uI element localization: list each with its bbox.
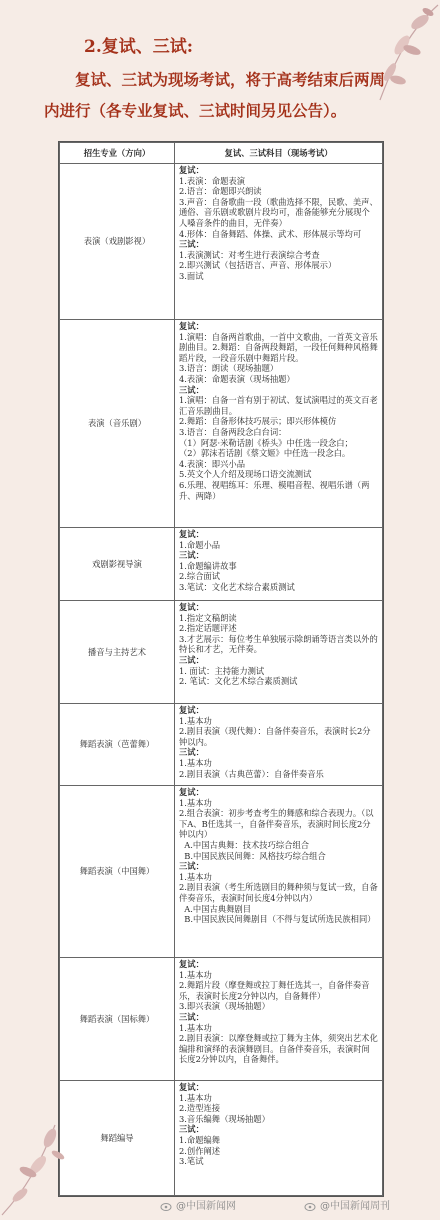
subject-line: 3.面试 <box>179 270 204 281</box>
major-cell: 戏剧影视导演 <box>60 528 175 601</box>
subject-line: 2.剧目表演（考生所选剧目的舞种须与复试一致，自备伴奏音乐，表演时间长度4分钟以内） <box>179 882 378 903</box>
subject-line: 2.舞蹈：自备形体技巧展示；即兴形体模仿 <box>179 416 337 427</box>
subject-line: 2.指定话题评述 <box>179 623 237 634</box>
subject-line: 1.基本功 <box>179 1092 212 1103</box>
subject-line: 复试： <box>179 602 204 612</box>
table-body <box>60 164 383 1196</box>
major-cell: 舞蹈表演（国标舞） <box>60 958 175 1081</box>
subject-line: 1.演唱：自备一首有别于初试、复试演唱过的英文百老汇音乐剧曲目。 <box>179 395 378 416</box>
table-row <box>60 601 383 704</box>
subject-line: 1.命题编讲故事 <box>179 560 237 571</box>
subjects-cell <box>175 958 383 1081</box>
watermark-text-right: @中国新闻周刊 <box>320 1201 390 1212</box>
subject-line: 1.基本功 <box>179 715 212 726</box>
subject-line: A.中国古典舞剧目 <box>179 903 251 914</box>
subject-line: 3.语言：自备两段念白台词： <box>179 426 287 437</box>
subject-line: 三试： <box>179 747 204 758</box>
watermark-newsweek <box>304 1197 390 1212</box>
subject-line: （2）郭沫若话剧《蔡文姬》中任选一段念白。 <box>179 448 351 459</box>
subject-line: 4.表演：即兴小品 <box>179 458 245 469</box>
watermark-text-left: @中国新闻网 <box>176 1201 236 1212</box>
subject-line: 2.剧目表演（现代舞）：自备伴奏音乐，表演时长2分钟以内。 <box>179 726 371 747</box>
subject-line: 2.创作阐述 <box>179 1145 221 1156</box>
subject-line: 2.语言：命题即兴朗读 <box>179 186 262 197</box>
subject-line: 2.剧目表演（古典芭蕾）：自备伴奏音乐 <box>179 768 324 779</box>
subject-line: 三试： <box>179 384 204 395</box>
subject-line: 复试： <box>179 959 204 969</box>
subject-line: 1.命题小品 <box>179 539 221 550</box>
subjects-cell <box>175 528 383 601</box>
subject-line: 1. 面试：主持能力测试 <box>179 665 265 676</box>
subject-line: 2.剧目表演：以摩登舞或拉丁舞为主体，须突出艺术化编排和演绎的表演舞剧目。自备伴奏音乐，表演时间长度2分钟以内，自备舞伴。 <box>179 1033 378 1065</box>
subject-line: 1.基本功 <box>179 969 212 980</box>
subject-line: 复试： <box>179 1082 204 1092</box>
subject-line: 3.笔试：文化艺术综合素质测试 <box>179 581 295 592</box>
table-row <box>60 164 383 320</box>
subject-line: 6.乐理、视唱练耳：乐理、模唱音程、视唱乐谱（两升、两降） <box>179 479 370 501</box>
major-cell: 表演（音乐剧） <box>60 320 175 528</box>
subjects-cell <box>175 786 383 958</box>
floral-decoration-bottom <box>0 1110 90 1220</box>
exam-subjects-table <box>58 141 384 1197</box>
weibo-icon <box>304 1201 318 1211</box>
weibo-icon <box>160 1201 174 1211</box>
subject-line: 三试： <box>179 239 204 250</box>
subject-line: 1.基本功 <box>179 757 212 768</box>
subject-line: 3.声音：自备歌曲一段（歌曲选择不限，民歌、美声、通俗、音乐剧或歌剧片段均可，准备能够充分展现个人嗓音条件的曲目，无伴奏） <box>179 196 378 228</box>
subject-line: 3.语言：朗读（现场抽题） <box>179 363 279 374</box>
subject-line: 复试： <box>179 705 204 715</box>
section-heading: 2.复试、三试: <box>84 37 194 57</box>
table-row <box>60 1081 383 1196</box>
subject-line: 2.综合面试 <box>179 571 221 582</box>
subject-line: 1.基本功 <box>179 1022 212 1033</box>
subject-line: 3.才艺展示：每位考生单独展示除朗诵等语言类以外的特长和才艺，无伴奏。 <box>179 633 378 655</box>
subject-line: 三试： <box>179 654 204 665</box>
major-cell: 舞蹈编导 <box>60 1081 175 1196</box>
intro-paragraph: 复试、三试为现场考试，将于高考结束后两周内进行（各专业复试、三试时间另见公告）。 <box>44 70 386 120</box>
subject-line: 3.即兴表演（现场抽题） <box>179 1001 270 1012</box>
major-cell: 舞蹈表演（中国舞） <box>60 786 175 958</box>
subjects-cell <box>175 704 383 786</box>
subject-line: 3.笔试 <box>179 1156 204 1167</box>
major-cell: 舞蹈表演（芭蕾舞） <box>60 704 175 786</box>
major-cell: 表演（戏剧影视） <box>60 164 175 320</box>
header-subjects: 复试、三试科目（现场考试） <box>175 143 383 164</box>
table-row <box>60 320 383 528</box>
subject-line: 3.音乐编舞（现场抽题） <box>179 1113 270 1124</box>
subjects-cell <box>175 164 383 320</box>
subject-line: 三试： <box>179 861 204 872</box>
subject-line: 复试： <box>179 165 204 175</box>
subject-line: 复试： <box>179 529 204 539</box>
subject-line: 1.基本功 <box>179 797 212 808</box>
subjects-cell <box>175 320 383 528</box>
subject-line: 4.表演：命题表演（现场抽题） <box>179 373 295 384</box>
subjects-cell <box>175 601 383 704</box>
major-cell: 播音与主持艺术 <box>60 601 175 704</box>
subject-line: B.中国民族民间舞：风格技巧综合组合 <box>179 850 326 861</box>
table-header-row <box>60 143 383 164</box>
watermark-chinanews <box>160 1197 236 1212</box>
subject-line: 复试： <box>179 787 204 797</box>
subject-line: 三试： <box>179 1011 204 1022</box>
subject-line: B.中国民族民间舞剧目（不得与复试所选民族相同） <box>179 914 376 925</box>
subject-line: 4.形体：自备舞蹈、体操、武术、形体展示等均可 <box>179 228 362 239</box>
subjects-cell <box>175 1081 383 1196</box>
table-row <box>60 786 383 958</box>
subject-line: 1.指定文稿朗读 <box>179 612 237 623</box>
table-row <box>60 958 383 1081</box>
subject-line: A.中国古典舞：技术技巧综合组合 <box>179 839 310 850</box>
subject-line: 2.舞蹈片段（摩登舞或拉丁舞任选其一，自备伴奏音乐，表演时长度2分钟以内，自备舞伴） <box>179 980 370 1001</box>
table-row <box>60 528 383 601</box>
subject-line: 复试： <box>179 321 204 331</box>
subject-line: 1.表演测试：对考生进行表演综合考查 <box>179 249 320 260</box>
subject-line: 三试： <box>179 1124 204 1135</box>
subject-line: 2.组合表演：初步考查考生的舞感和综合表现力。（以下A、B任选其一，自备伴奏音乐，表演时间长度2分钟以内） <box>179 808 374 840</box>
subject-line: 2. 笔试：文化艺术综合素质测试 <box>179 676 298 687</box>
subject-line: 5.英文个人介绍及现场口语交流测试 <box>179 469 312 480</box>
subject-line: 1.表演：命题表演 <box>179 175 245 186</box>
subject-line: 2.造型连接 <box>179 1103 221 1114</box>
subject-line: （1）阿瑟·米勒话剧《桥头》中任选一段念白； <box>179 437 353 448</box>
subject-line: 2.即兴测试（包括语言、声音、形体展示） <box>179 260 337 271</box>
table-row <box>60 704 383 786</box>
subject-line: 1.演唱：自备两首歌曲，一首中文歌曲，一首英文音乐剧曲目。2.舞蹈：自备两段舞蹈，一段任何舞种风格舞蹈片段，一段音乐剧中舞蹈片段。 <box>179 331 378 363</box>
subject-line: 三试： <box>179 550 204 561</box>
header-major: 招生专业（方向） <box>60 143 175 164</box>
subject-line: 1.基本功 <box>179 871 212 882</box>
subject-line: 1.命题编舞 <box>179 1134 221 1145</box>
